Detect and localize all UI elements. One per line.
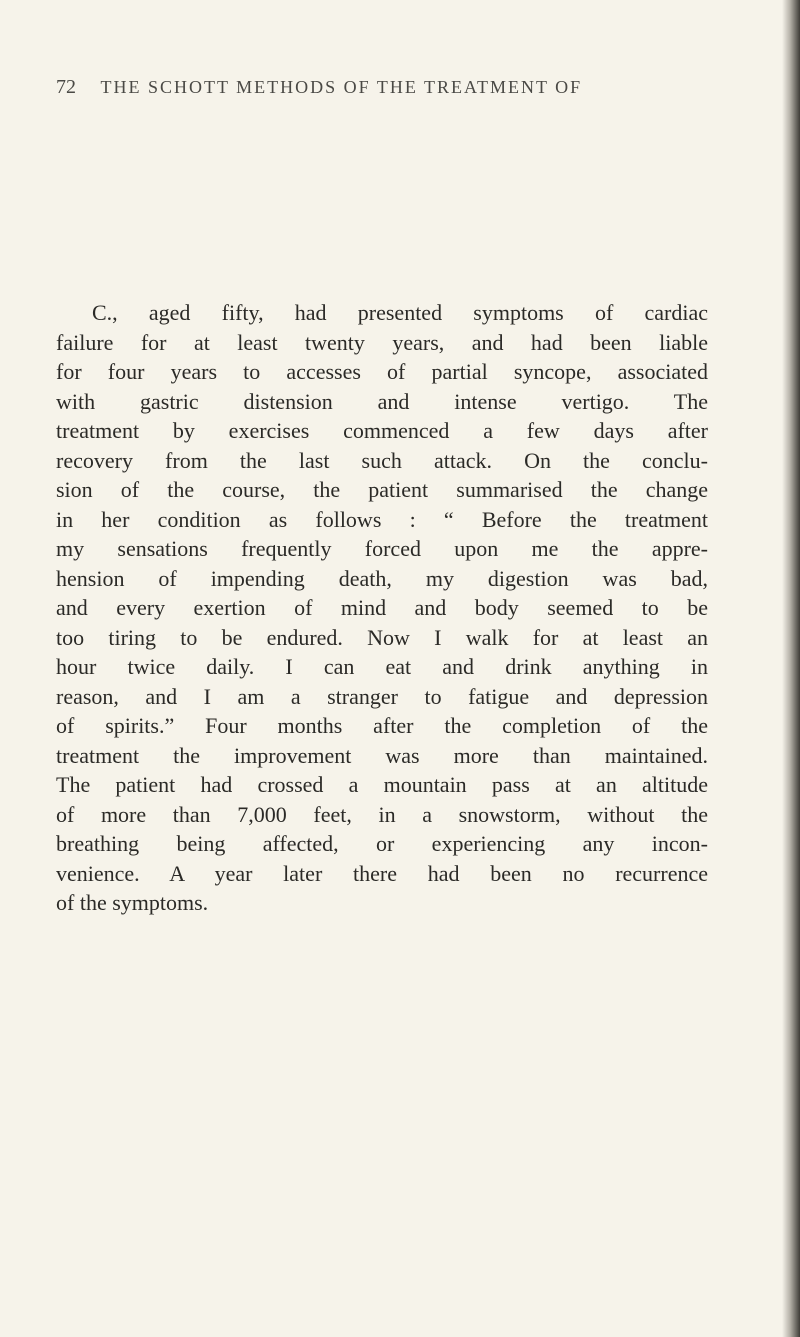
text-line: The patient had crossed a mountain pass at an altitude <box>56 772 708 797</box>
text-line: hension of impending death, my digestion was bad, <box>56 565 708 591</box>
text-line: sion of the course, the patient summarised the change <box>56 477 708 502</box>
text-line: C., aged fifty, had presented symptoms of cardiac <box>92 300 708 325</box>
text-line: treatment the improvement was more than maintained. <box>56 742 708 768</box>
body-paragraph <box>56 298 708 918</box>
text-line: of the symptoms. <box>56 890 209 915</box>
text-line: failure for at least twenty years, and had been liable <box>56 329 708 355</box>
text-line: of spirits.” Four months after the completion of the <box>56 713 708 738</box>
text-line: recovery from the last such attack. On the conclu- <box>56 447 708 473</box>
text-line: too tiring to be endured. Now I walk for at least an <box>56 624 708 650</box>
running-title: THE SCHOTT METHODS OF THE TREATMENT OF <box>100 77 583 97</box>
page-header <box>56 76 756 102</box>
text-line: of more than 7,000 feet, in a snowstorm, without the <box>56 801 708 827</box>
text-line: hour twice daily. I can eat and drink anything in <box>56 654 708 679</box>
text-line: my sensations frequently forced upon me the appre- <box>56 536 708 561</box>
text-line: for four years to accesses of partial syncope, associated <box>56 359 708 384</box>
text-line: and every exertion of mind and body seemed to be <box>56 595 708 620</box>
text-line: treatment by exercises commenced a few days after <box>56 418 708 443</box>
text-line: with gastric distension and intense vertigo. The <box>56 388 708 414</box>
text-line: in her condition as follows : “ Before the treatment <box>56 506 708 532</box>
page-edge-shadow <box>782 0 800 1337</box>
page-number: 72 <box>56 76 76 98</box>
text-line: reason, and I am a stranger to fatigue and depression <box>56 683 708 709</box>
text-line: venience. A year later there had been no recurrence <box>56 860 708 886</box>
text-line: breathing being affected, or experiencing any incon- <box>56 831 708 856</box>
